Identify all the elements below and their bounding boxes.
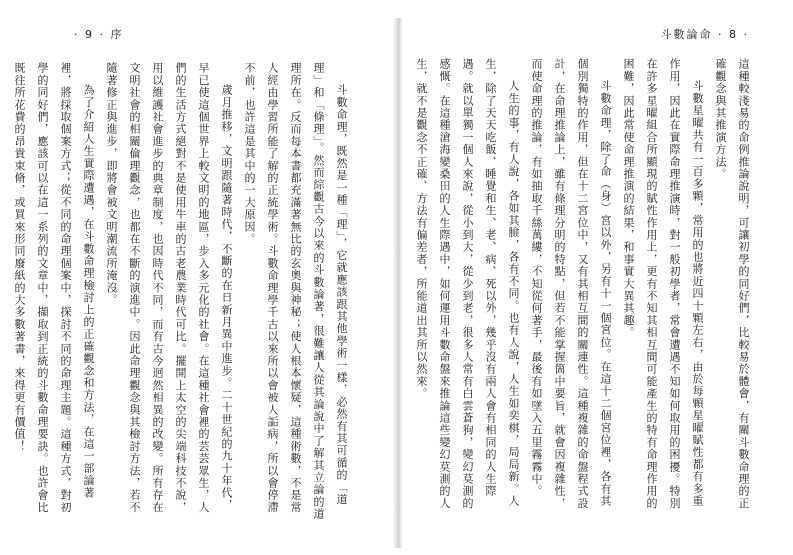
- right-page: [403, 0, 793, 555]
- left-page-header: · 9 · 序: [74, 28, 124, 41]
- paragraph: 這種較淺易的命例推論說明，可讓初學的同好們，比較易於體會，有關斗數命理的正確觀念與其推演方法。: [714, 58, 750, 510]
- paragraph: 斗數星曜共有一百多顆，常用的也將近四十顆左右，由於每顆星曜賦性都有多重作用，因此在實際命理推演時，對一般初學者，常會遭遇不知如何取用的困擾。特別在許多星曜組合所顯現的賦性作用上，更有不知其相互間可能產生的特有命理作用的困難，因此常使命理推演的結果，和事實大異其趣。: [622, 58, 704, 510]
- left-page: [0, 0, 393, 555]
- right-page-header: 斗數論命 · 8 ·: [660, 28, 749, 41]
- paragraph: 人生的事，有人說，各如其臉，各有不同。也有人說，人生如奕棋，局局新。人生，除了天天吃飯、睡覺和生、老、病、死以外，幾乎沒有兩人會有相同的人生際遇。就以單獨一個人來說，從小到大，從少到老，很多人常有白雲蒼狗，變幻莫測的感慨。在這種滄海變桑田的人生際遇中，如何運用斗數命盤來推論這些變幻莫測的人生，就不是觀念不正確、方法有偏差者，所能道出其所以然來。: [415, 58, 520, 510]
- paragraph: 斗數命理，既然是一種「理」，它就應該跟其他學術一樣，必然有其可循的「道理」和「條理」。然而綜觀古今以來的斗數論著，很難讓人從其論說中了解其立論的道理所在。反而每本書都充滿著無比的玄奧與神秘；使人根本懷疑，這種術數，不是常人經由學習所能了解的正統學術。斗數命理學千古以來所以會被人詬病，所以會停滯不前，也許這是其中的一大原因。: [243, 62, 348, 521]
- book-gutter: [393, 18, 403, 548]
- right-page-text: [415, 58, 755, 516]
- paragraph: 斗數命理，除了命（身）宮以外，另有十一個宮位。在這十二個宮位裡，各有其個別獨特的作用，但在十二宮位中，又有其相互間的關連性。這種複雜的命盤程式設計，在命理推論上，雖有條理分明的特點，但若不能掌握箇中要旨，就會因複雜性，而使命理的推論，有如抽取千絲萬縷，不知從何著手，最後有如墜入五里霧霧中。: [530, 58, 612, 510]
- left-page-text: [13, 62, 353, 522]
- paragraph: 為了介紹人生實際遭遇，在斗數命理檢討上的正確觀念和方法，在這一部論著裡，將採取個案方式；從不同的命理個案中，探討不同的命理主題。這種方式，對初學的同好們，應該可以在這一系列的文章中，擷取到正統的斗數命理要訣。也許會比既往所花費的昂貴束脩，或買來形同廢紙的大多數著書，來得更有價值！: [13, 62, 95, 514]
- paragraph: 歲月推移，文明跟隨著時代，不斷的在日新月異中進步。二十世紀的九十年代，早已使這個世界上較文明的地區，步入多元化的社會。在這種社會裡的芸芸眾生，人們的生活方式絕對不是使用牛車的古老農業時代可比。擺開上太空的尖端科技不說，用以維護社會進步的典章制度，也因時代不同，而有古今迥然相異的改變。所有存在文明社會的相關倫理觀念，也都在不斷的演進中。因此命理觀念與其檢討方法，若不隨著修正與進步，即將會被文明潮流所淹沒。: [105, 62, 233, 514]
